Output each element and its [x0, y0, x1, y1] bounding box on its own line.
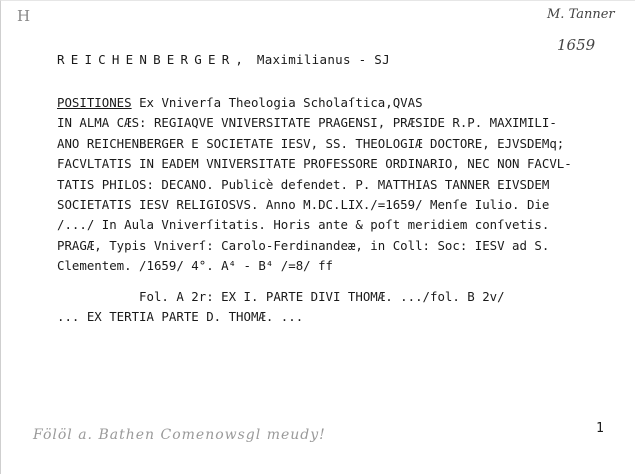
heading-given: Maximilianus - SJ [256, 52, 390, 67]
handwritten-author: M. Tanner [547, 7, 615, 22]
body-line-9: Clementem. /1659/ 4°. A⁴ - B⁴ /=8/ ff [57, 258, 334, 274]
handwritten-note: Fölöl a. Bathen Comenowsgl meudy! [33, 427, 326, 443]
card-body [57, 93, 632, 277]
card-number: 1 [596, 421, 604, 436]
body-line-6: SOCIETATIS IESV RELIGIOSVS. Anno M.DC.LIX./=1659/ Menſe Iulio. Die [57, 197, 550, 213]
ref-line-1: Fol. A 2r: EX I. PARTE DIVI THOMÆ. .../fol. B 2v/ [57, 289, 505, 304]
heading-surname: REICHENBERGER, [57, 52, 250, 67]
body-line-7: /.../ In Aula Vniverſitatis. Horis ante & poſt meridiem conſvetis. [57, 217, 550, 233]
title-keyword: POSITIONES [57, 95, 132, 110]
body-line-8: PRAGÆ, Typis Vniverſ: Carolo-Ferdinandeæ, in Coll: Soc: IESV ad S. [57, 237, 550, 253]
body-line-4: FACVLTATIS IN EADEM VNIVERSITATE PROFESSORE ORDINARIO, NEC NON FACVL- [57, 156, 572, 172]
ref-line-2: ... EX TERTIA PARTE D. THOMÆ. ... [57, 309, 304, 325]
body-line-1-rest: Ex Vniverſa Theologia Scholaſtica,QVAS [131, 95, 423, 110]
handwritten-year: 1659 [557, 36, 596, 54]
folio-references [57, 287, 505, 328]
body-line-2: IN ALMA CÆS: REGIAQVE VNIVERSITATE PRAGENSI, PRÆSIDE R.P. MAXIMILI- [57, 115, 557, 131]
card-heading [57, 52, 390, 67]
body-line-5: TATIS PHILOS: DECANO. Publicè defendet. P. MATTHIAS TANNER EIVSDEM [57, 176, 550, 192]
body-line-3: ANO REICHENBERGER E SOCIETATE IESV, SS. THEOLOGIÆ DOCTORE, EJVSDEMq; [57, 135, 565, 151]
body-line-1 [57, 93, 632, 113]
corner-mark: H [17, 7, 31, 25]
